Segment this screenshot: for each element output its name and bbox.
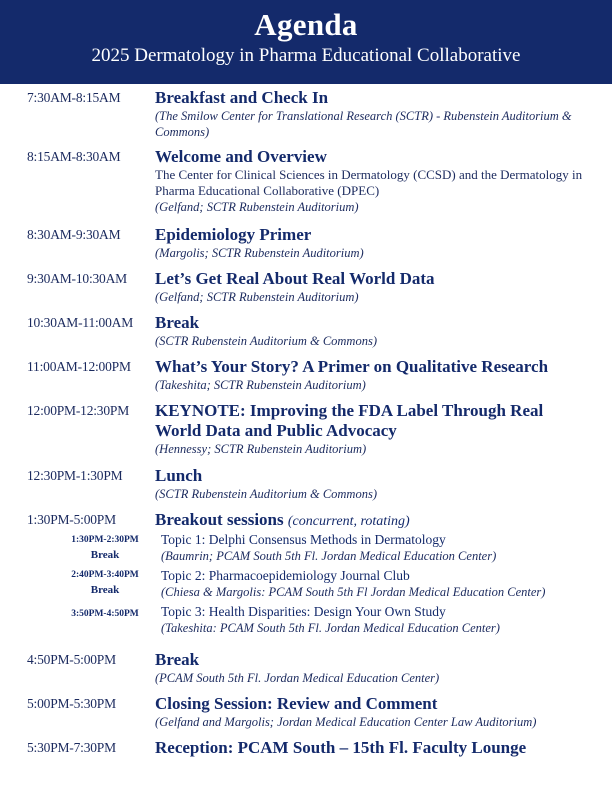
agenda-time: 5:00PM-5:30PM xyxy=(27,696,116,711)
agenda-time: 11:00AM-12:00PM xyxy=(27,359,131,374)
agenda-location: (Hennessy; SCTR Rubenstein Auditorium) xyxy=(155,442,367,456)
agenda-title: Reception: PCAM South – 15th Fl. Faculty Lounge xyxy=(155,738,527,757)
breakout-topic: Topic 3: Health Disparities: Design Your Own Study xyxy=(161,604,446,619)
agenda-time: 12:00PM-12:30PM xyxy=(27,403,130,418)
agenda-title: Epidemiology Primer xyxy=(155,225,312,244)
agenda-location: (Gelfand; SCTR Rubenstein Auditorium) xyxy=(155,200,359,214)
agenda-title: Breakfast and Check In xyxy=(155,88,329,107)
breakout-break-label: Break xyxy=(90,584,120,596)
breakout-time: 2:40PM-3:40PM xyxy=(71,570,139,580)
agenda-time: 1:30PM-5:00PM xyxy=(27,512,116,527)
agenda-time: 8:30AM-9:30AM xyxy=(27,227,121,242)
breakout-location: (Takeshita: PCAM South 5th Fl. Jordan Medical Education Center) xyxy=(161,621,500,635)
agenda-title: Welcome and Overview xyxy=(155,147,327,166)
agenda-location: (Gelfand; SCTR Rubenstein Auditorium) xyxy=(155,290,359,304)
agenda-title: What’s Your Story? A Primer on Qualitative Research xyxy=(155,357,549,376)
agenda-description: The Center for Clinical Sciences in Dermatology (CCSD) and the Dermatology in Pharma Educational Collaborative (DPEC) xyxy=(155,167,583,198)
agenda-title: Break xyxy=(155,650,200,669)
page-title: Agenda xyxy=(254,7,358,42)
agenda-title: Break xyxy=(155,313,200,332)
agenda-location: (SCTR Rubenstein Auditorium & Commons) xyxy=(155,487,377,501)
agenda-time: 9:30AM-10:30AM xyxy=(27,271,127,286)
agenda-location: (PCAM South 5th Fl. Jordan Medical Education Center) xyxy=(155,671,440,685)
breakout-item xyxy=(161,531,592,564)
header-banner xyxy=(0,0,612,84)
agenda-time: 5:30PM-7:30PM xyxy=(27,740,116,755)
agenda-location: (SCTR Rubenstein Auditorium & Commons) xyxy=(155,334,377,348)
agenda-time: 7:30AM-8:15AM xyxy=(27,90,121,105)
agenda-time: 10:30AM-11:00AM xyxy=(27,315,134,330)
breakout-time-block xyxy=(60,533,150,563)
breakout-item xyxy=(161,603,592,636)
agenda-time: 8:15AM-8:30AM xyxy=(27,149,121,164)
agenda-location: (Takeshita; SCTR Rubenstein Auditorium) xyxy=(155,378,366,392)
breakout-time: 3:50PM-4:50PM xyxy=(71,609,139,619)
breakout-item xyxy=(161,567,592,600)
agenda-title: Lunch xyxy=(155,466,203,485)
agenda-title xyxy=(155,510,584,532)
agenda-title: Let’s Get Real About Real World Data xyxy=(155,269,435,288)
breakout-topic: Topic 1: Delphi Consensus Methods in Dermatology xyxy=(161,532,446,547)
agenda-title: KEYNOTE: Improving the FDA Label Through Real World Data and Public Advocacy xyxy=(155,401,544,440)
agenda-title: Closing Session: Review and Comment xyxy=(155,694,438,713)
breakout-time-block xyxy=(60,568,150,598)
breakout-time-block xyxy=(60,607,150,622)
breakout-location: (Baumrin; PCAM South 5th Fl. Jordan Medical Education Center) xyxy=(161,549,497,563)
agenda-location: (The Smilow Center for Translational Research (SCTR) - Rubenstein Auditorium & Commons) xyxy=(155,109,572,139)
breakout-topic: Topic 2: Pharmacoepidemiology Journal Club xyxy=(161,568,410,583)
breakout-time: 1:30PM-2:30PM xyxy=(71,535,139,545)
agenda-location: (Margolis; SCTR Rubenstein Auditorium) xyxy=(155,246,364,260)
breakout-note: (concurrent, rotating) xyxy=(287,514,410,529)
breakout-location: (Chiesa & Margolis: PCAM South 5th Fl Jordan Medical Education Center) xyxy=(161,585,546,599)
page-subtitle: 2025 Dermatology in Pharma Educational Collaborative xyxy=(91,45,521,66)
agenda-time: 12:30PM-1:30PM xyxy=(27,468,123,483)
agenda-time: 4:50PM-5:00PM xyxy=(27,652,116,667)
agenda-location: (Gelfand and Margolis; Jordan Medical Education Center Law Auditorium) xyxy=(155,715,537,729)
breakout-break-label: Break xyxy=(90,549,120,561)
breakout-title: Breakout sessions xyxy=(155,510,284,529)
